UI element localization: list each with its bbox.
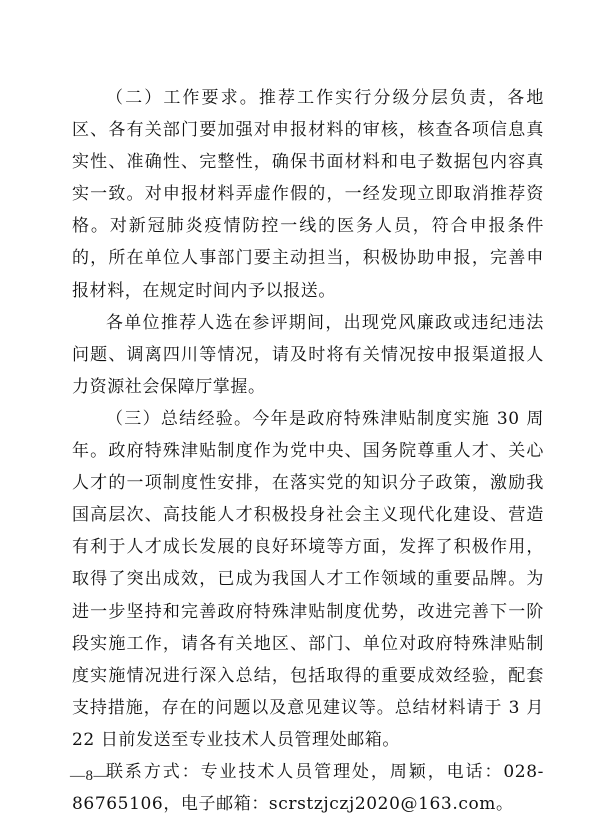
paragraph-contact-info xyxy=(72,756,544,820)
paragraph-heading: （三）总结经验。 xyxy=(106,408,253,429)
paragraph-heading: （二）工作要求。 xyxy=(106,88,259,108)
document-body xyxy=(72,82,544,820)
page-number: —8— xyxy=(70,768,109,784)
paragraph-summarize-experience xyxy=(72,403,544,756)
paragraph-text: 各单位推荐人选在参评期间，出现党风廉政或违纪违法问题、调离四川等情况，请及时将有关情况按申报渠道报人力资源社会保障厅掌握。 xyxy=(72,312,544,397)
paragraph-text: 联系方式：专业技术人员管理处，周颖，电话：028-86765106，电子邮箱：scrstzjczj2020@163.com。 xyxy=(72,761,544,815)
paragraph-candidate-changes xyxy=(72,307,544,403)
paragraph-work-requirements xyxy=(72,82,544,307)
paragraph-text: 推荐工作实行分级分层负责，各地区、各有关部门要加强对申报材料的审核，核查各项信息真实性、准确性、完整性，确保书面材料和电子数据包内容真实一致。对申报材料弄虚作假的，一经发现立即取消推荐资格。对新冠肺炎疫情防控一线的医务人员，符合申报条件的，所在单位人事部门要主动担当，积极协助申报，完善申报材料，在规定时间内予以报送。 xyxy=(72,88,544,301)
paragraph-text: 今年是政府特殊津贴制度实施 30 周年。政府特殊津贴制度作为党中央、国务院尊重人才、关心人才的一项制度性安排，在落实党的知识分子政策，激励我国高层次、高技能人才积极投身社会主义现代化建设、营造有利于人才成长发展的良好环境等方面，发挥了积极作用，取得了突出成效，已成为我国人才工作领域的重要品牌。为进一步坚持和完善政府特殊津贴制度优势，改进完善下一阶段实施工作，请各有关地区、部门、单位对政府特殊津贴制度实施情况进行深入总结，包括取得的重要成效经验，配套支持措施，存在的问题以及意见建议等。总结材料请于 3 月 22 日前发送至专业技术人员管理处邮箱。 xyxy=(72,408,544,750)
